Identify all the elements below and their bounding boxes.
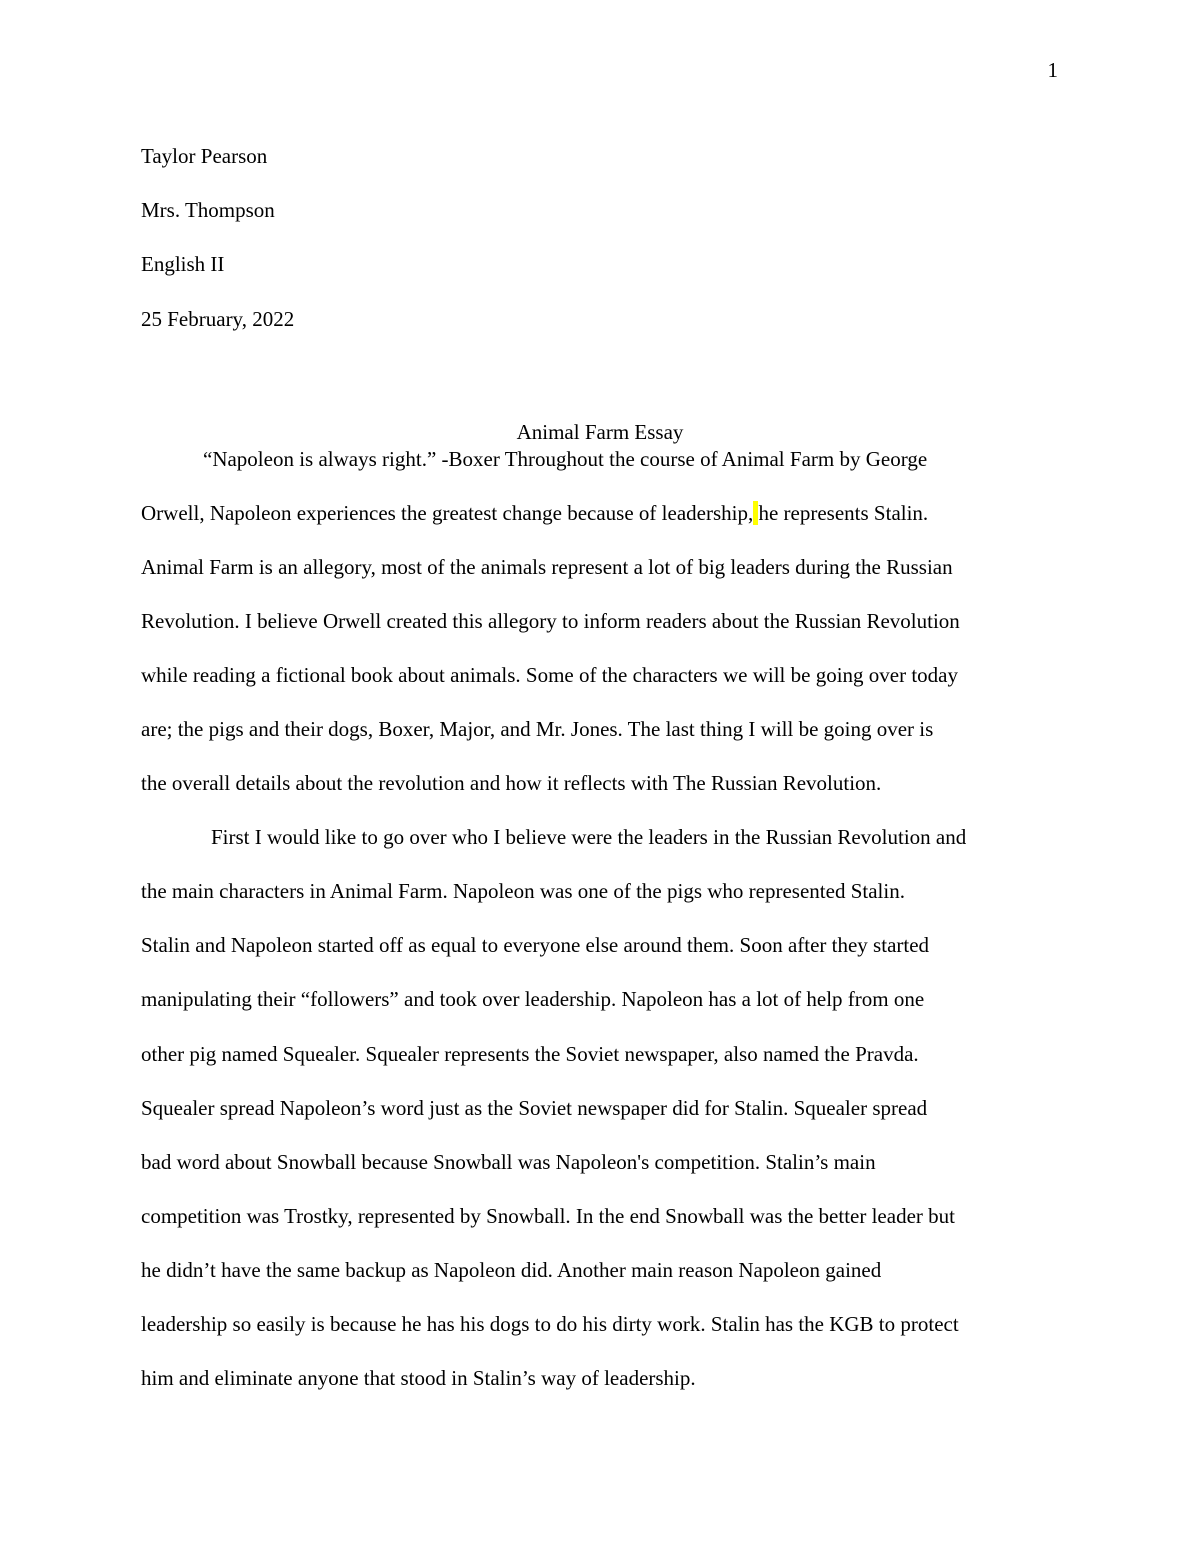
paragraph-1-line-2-start: Orwell, Napoleon experiences the greatest change because of leadership, — [141, 501, 754, 525]
paragraph-2-line-1: First I would like to go over who I believe were the leaders in the Russian Revolution and — [211, 825, 967, 849]
paragraph-2-line-8: competition was Trostky, represented by Snowball. In the end Snowball was the better leader but — [141, 1204, 955, 1228]
paragraph-2-line-5: other pig named Squealer. Squealer represents the Soviet newspaper, also named the Pravda. — [141, 1042, 919, 1066]
paragraph-2-line-4: manipulating their “followers” and took over leadership. Napoleon has a lot of help from one — [141, 987, 925, 1011]
header-teacher-name: Mrs. Thompson — [141, 198, 275, 222]
paragraph-2-line-3: Stalin and Napoleon started off as equal to everyone else around them. Soon after they started — [141, 933, 930, 957]
paragraph-1-line-2 — [141, 499, 928, 527]
paragraph-1-line-6: are; the pigs and their dogs, Boxer, Major, and Mr. Jones. The last thing I will be going over is — [141, 717, 934, 741]
paragraph-1-line-1: “Napoleon is always right.” -Boxer Throughout the course of Animal Farm by George — [203, 447, 928, 471]
paragraph-1-line-3: Animal Farm is an allegory, most of the animals represent a lot of big leaders during the Russian — [141, 555, 953, 579]
paragraph-2-line-7: bad word about Snowball because Snowball was Napoleon's competition. Stalin’s main — [141, 1150, 876, 1174]
paragraph-2-line-9: he didn’t have the same backup as Napoleon did. Another main reason Napoleon gained — [141, 1258, 882, 1282]
header-date: 25 February, 2022 — [141, 307, 295, 331]
paragraph-1-line-4: Revolution. I believe Orwell created this allegory to inform readers about the Russian Revolution — [141, 609, 960, 633]
header-student-name: Taylor Pearson — [141, 144, 268, 168]
essay-title: Animal Farm Essay — [516, 420, 684, 444]
header-course: English II — [141, 252, 225, 276]
paragraph-2-line-11: him and eliminate anyone that stood in Stalin’s way of leadership. — [141, 1366, 696, 1390]
paragraph-2-line-2: the main characters in Animal Farm. Napoleon was one of the pigs who represented Stalin. — [141, 879, 905, 903]
paragraph-2-line-10: leadership so easily is because he has his dogs to do his dirty work. Stalin has the KGB to protect — [141, 1312, 959, 1336]
paragraph-1-line-2-end: he represents Stalin. — [758, 501, 929, 525]
paragraph-1-line-7: the overall details about the revolution and how it reflects with The Russian Revolution. — [141, 771, 882, 795]
paragraph-2-line-6: Squealer spread Napoleon’s word just as the Soviet newspaper did for Stalin. Squealer spread — [141, 1096, 928, 1120]
page-number: 1 — [1047, 58, 1058, 82]
paragraph-1-line-5: while reading a fictional book about animals. Some of the characters we will be going over today — [141, 663, 959, 687]
